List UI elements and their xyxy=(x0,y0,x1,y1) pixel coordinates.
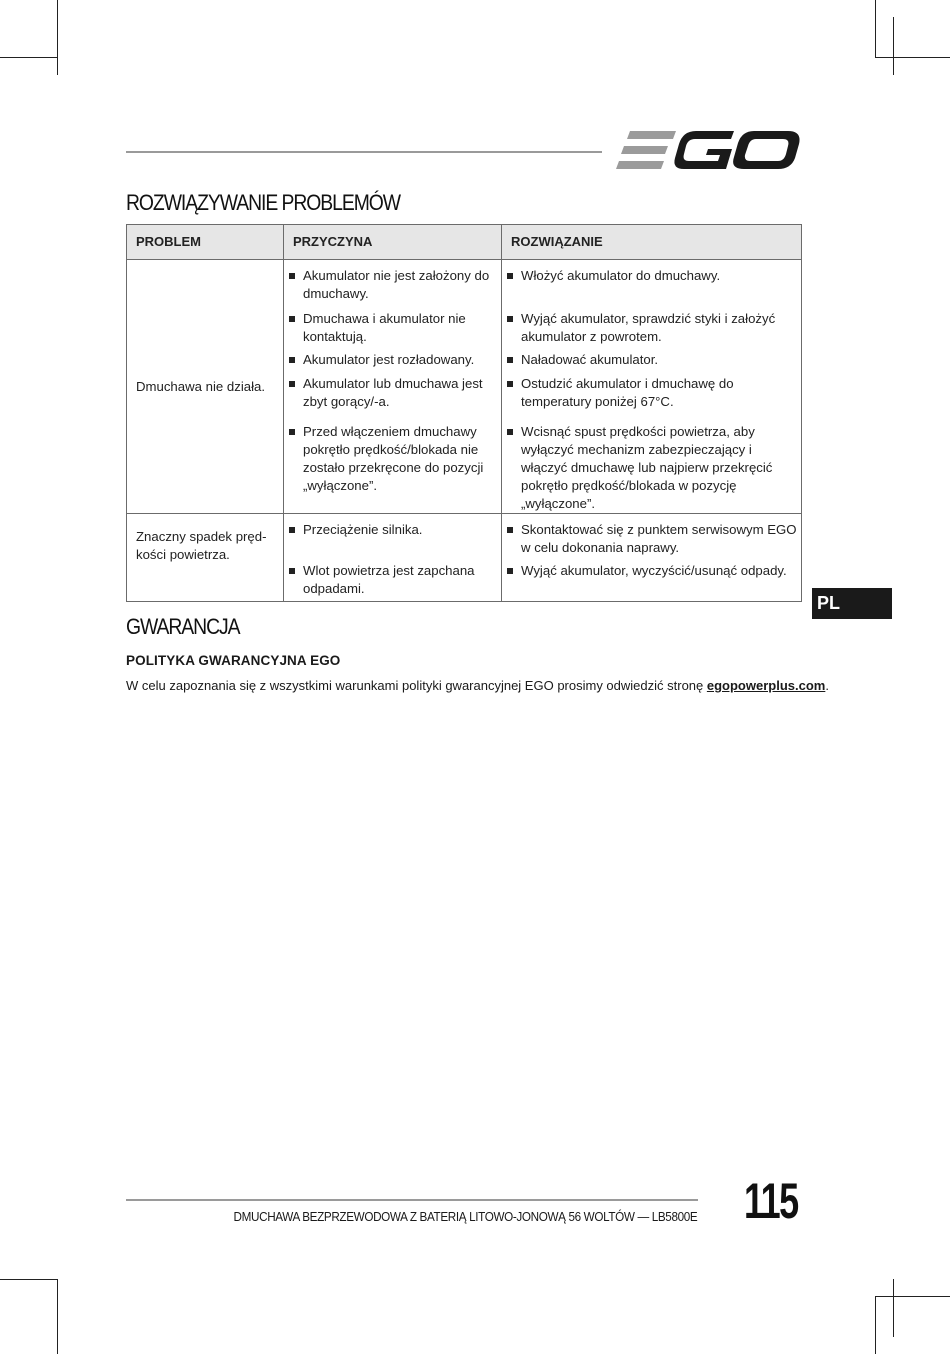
crop-mark xyxy=(57,1279,58,1354)
cause-item: Akumulator lub dmuchawa jest zbyt gorący/-a. xyxy=(284,375,501,411)
warranty-link[interactable]: egopowerplus.com xyxy=(706,678,826,693)
crop-mark xyxy=(893,1279,894,1337)
crop-mark xyxy=(875,57,950,58)
cause-item: Dmuchawa i akumulator nie kontaktują. xyxy=(284,310,501,346)
crop-mark xyxy=(57,0,58,75)
language-tab: PL xyxy=(812,588,892,619)
warranty-text-body: W celu zapoznania się z wszystkimi warunkami polityki gwarancyjnej EGO prosimy odwiedzić stronę xyxy=(126,678,707,693)
table-header-row xyxy=(127,225,802,260)
problem-cell xyxy=(127,514,284,602)
table-row xyxy=(127,260,802,304)
column-header-cause: PRZYCZYNA xyxy=(284,225,502,260)
warranty-policy-title: POLITYKA GWARANCYJNA EGO xyxy=(126,653,341,668)
warranty-text xyxy=(126,678,829,693)
solution-item: Wcisnąć spust prędkości powietrza, aby wyłączyć mechanizm zabezpieczający i włączyć dmuchawę lub najpierw przekręcić pokrętło prędkość/blokada w pozycję „wyłączone”. xyxy=(502,423,801,513)
cause-item: Akumulator nie jest założony do dmuchawy. xyxy=(284,267,501,303)
crop-mark xyxy=(0,57,58,58)
crop-mark xyxy=(0,1279,58,1280)
problem-cell: Dmuchawa nie działa. xyxy=(127,260,284,514)
ego-logo xyxy=(616,127,802,173)
solution-item: Wyjąć akumulator, wyczyścić/usunąć odpady. xyxy=(502,562,801,580)
problem-text: Znaczny spadek pręd-kości powietrza. xyxy=(136,529,267,562)
header-rule xyxy=(126,151,602,153)
crop-mark xyxy=(893,17,894,75)
warranty-text-end: . xyxy=(825,678,829,693)
solution-item: Ostudzić akumulator i dmuchawę do temperatury poniżej 67°C. xyxy=(502,375,801,411)
footer-description: DMUCHAWA BEZPRZEWODOWA Z BATERIĄ LITOWO-JONOWĄ 56 WOLTÓW — LB5800E xyxy=(233,1209,697,1224)
troubleshooting-title: ROZWIĄZYWANIE PROBLEMÓW xyxy=(126,190,401,215)
solution-item: Włożyć akumulator do dmuchawy. xyxy=(502,267,801,285)
crop-mark xyxy=(875,1296,876,1354)
cause-item: Akumulator jest rozładowany. xyxy=(284,351,501,369)
footer-rule xyxy=(126,1199,698,1201)
crop-mark xyxy=(875,1296,950,1297)
cause-item: Wlot powietrza jest zapchana odpadami. xyxy=(284,562,501,598)
troubleshooting-table xyxy=(126,224,802,602)
column-header-solution: ROZWIĄZANIE xyxy=(502,225,802,260)
solution-item: Wyjąć akumulator, sprawdzić styki i założyć akumulator z powrotem. xyxy=(502,310,801,346)
warranty-title: GWARANCJA xyxy=(126,614,240,639)
table-row xyxy=(127,514,802,558)
solution-item: Skontaktować się z punktem serwisowym EGO w celu dokonania naprawy. xyxy=(502,521,801,557)
cause-item: Przeciążenie silnika. xyxy=(284,521,501,539)
solution-item: Naładować akumulator. xyxy=(502,351,801,369)
page-number: 115 xyxy=(744,1173,798,1229)
cause-item: Przed włączeniem dmuchawy pokrętło prędkość/blokada nie zostało przekręcone do pozycji „wyłączone”. xyxy=(284,423,501,495)
column-header-problem: PROBLEM xyxy=(127,225,284,260)
crop-mark xyxy=(875,0,876,58)
